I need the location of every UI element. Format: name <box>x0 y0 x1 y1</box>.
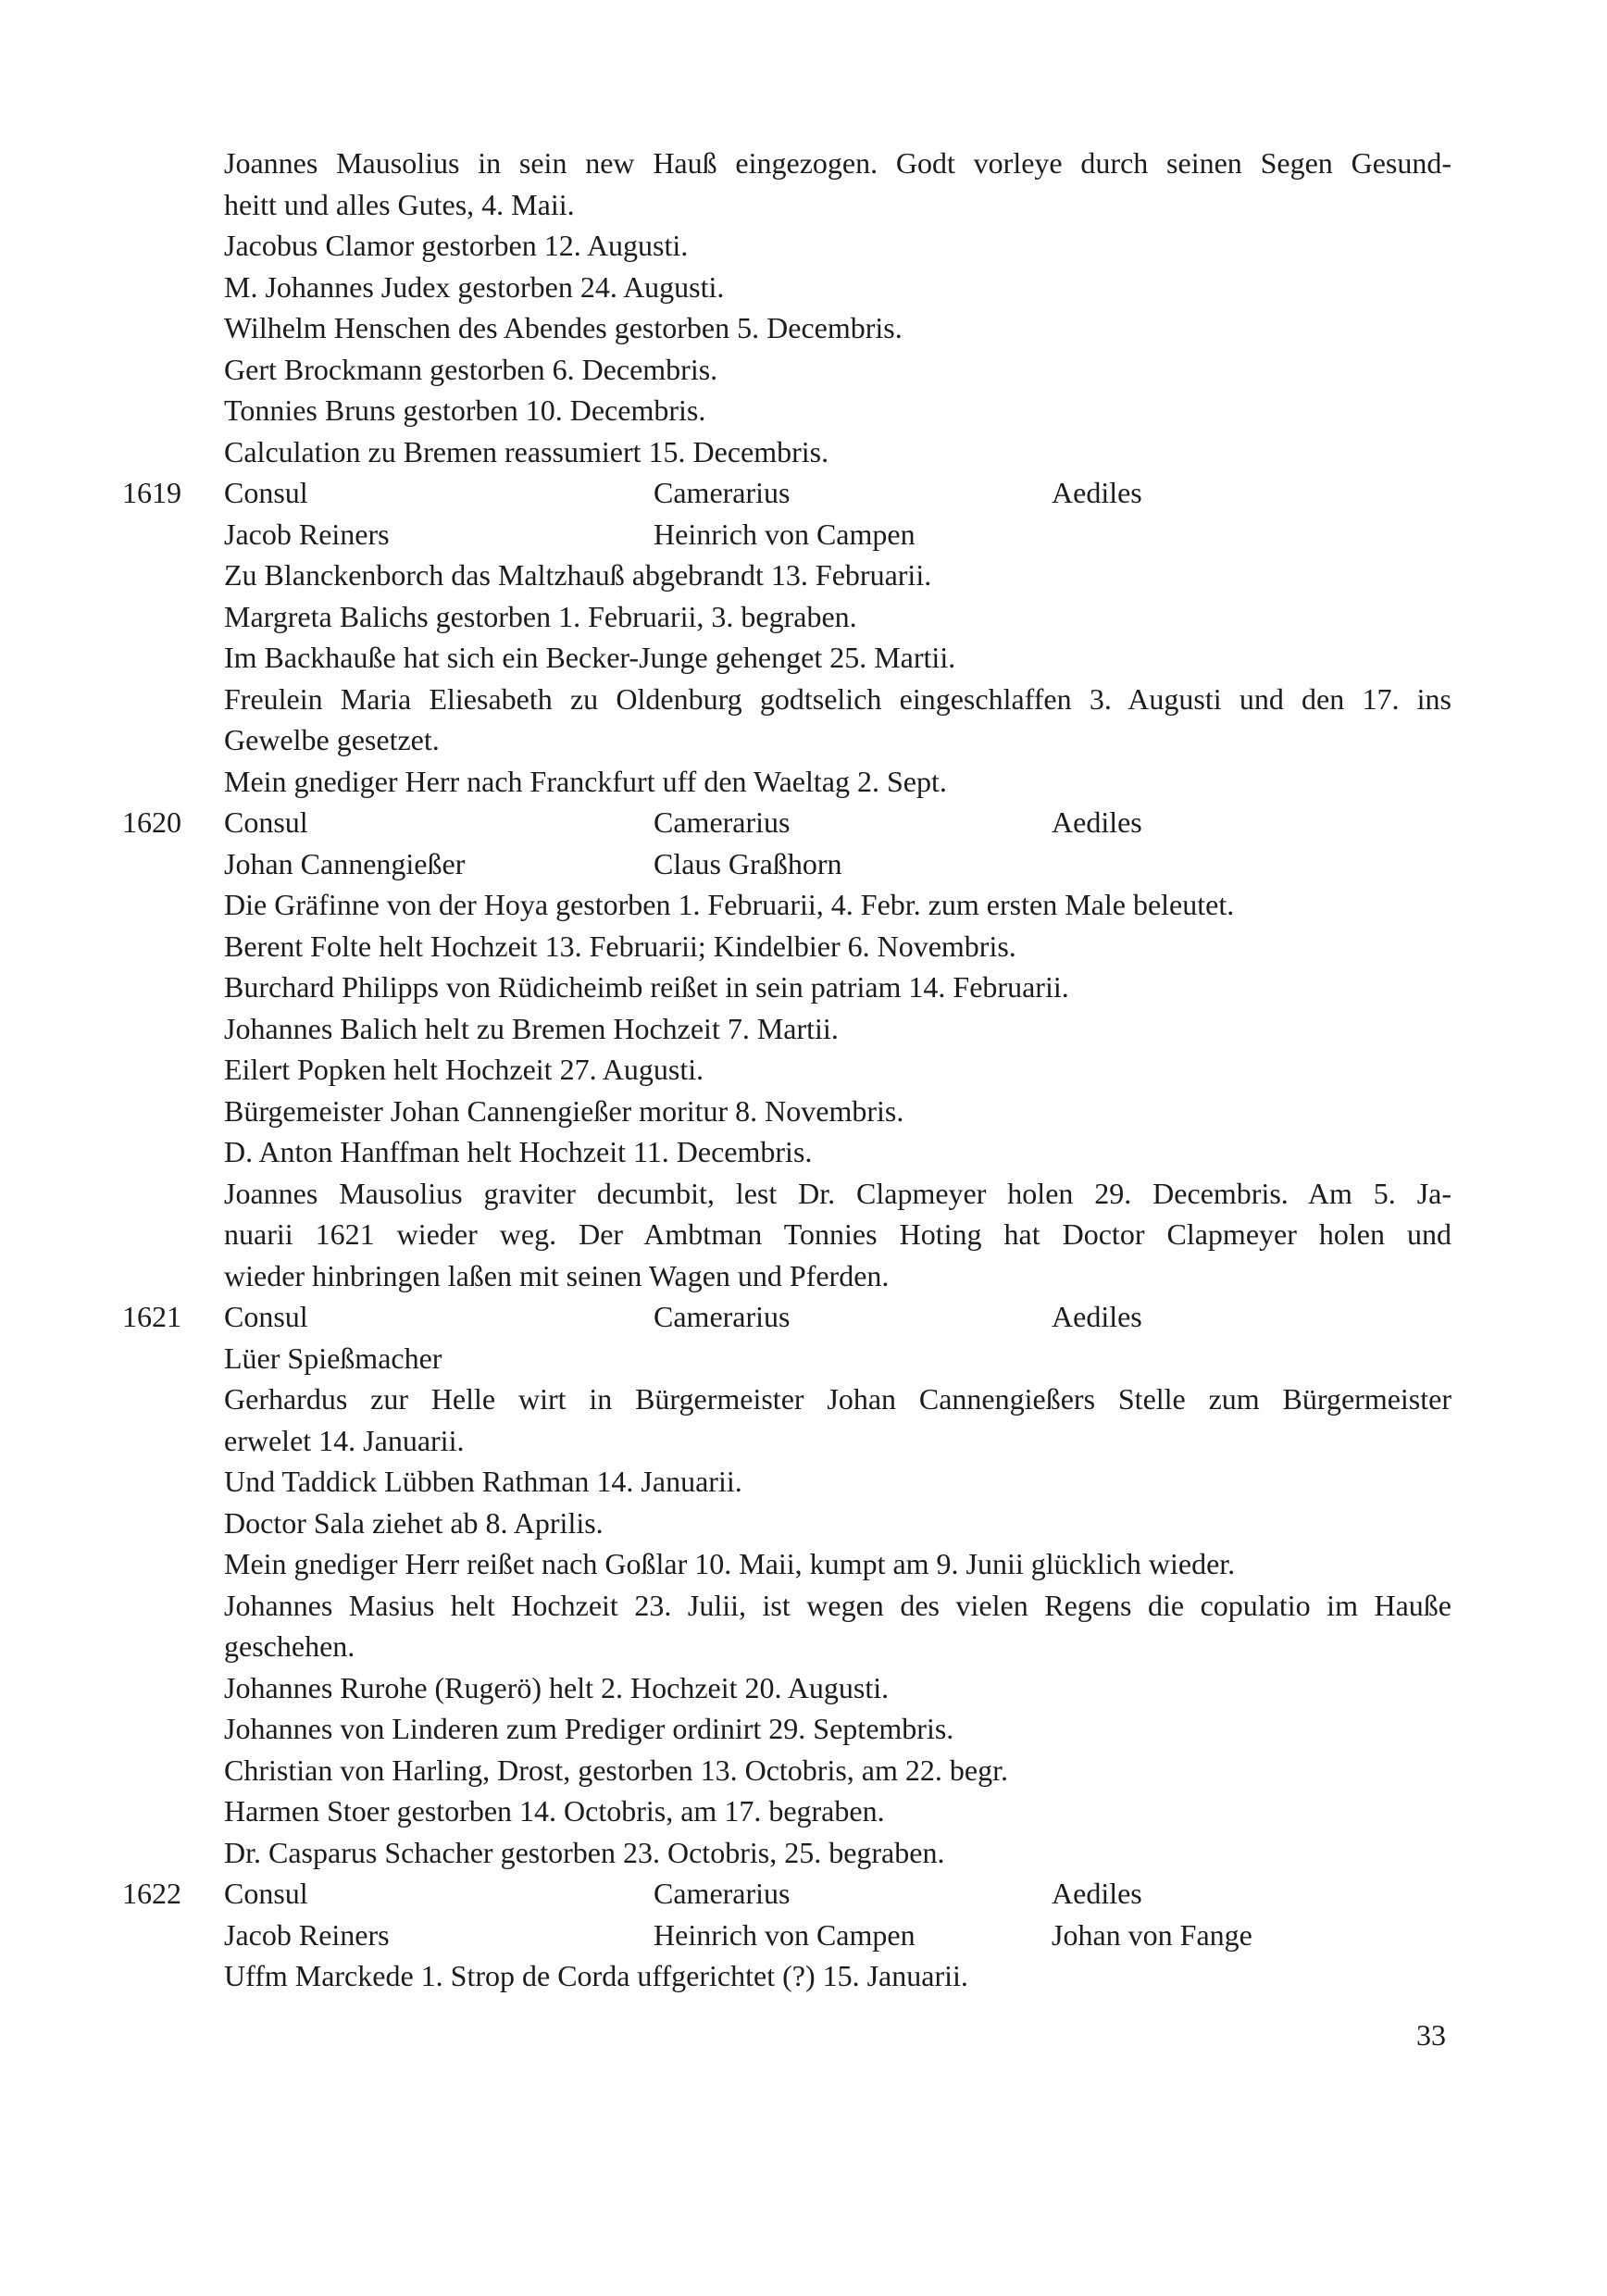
entry-text: Gerhardus zur Helle wirt in Bürgermeister Johan Cannengießers Stelle zum Bürgermeister <box>224 1382 1451 1416</box>
chronicle-line <box>0 225 1607 267</box>
entry-text: Gewelbe gesetzet. <box>224 723 440 756</box>
aediles-cell: Johan von Fange <box>1052 1917 1252 1952</box>
entry-text: Burchard Philipps von Rüdicheimb reißet in sein patriam 14. Februarii. <box>224 970 1069 1004</box>
entry-text: heitt und alles Gutes, 4. Maii. <box>224 187 575 221</box>
chronicle-line <box>0 1667 1607 1709</box>
aediles-cell: Aediles <box>1052 476 1142 509</box>
entry-text: D. Anton Hanffman helt Hochzeit 11. Decembris. <box>224 1135 813 1168</box>
camerarius-cell: Heinrich von Campen <box>654 517 916 551</box>
entry-text: Uffm Marckede 1. Strop de Corda uffgerichtet (?) 15. Januarii. <box>224 1959 968 1992</box>
camerarius-cell: Camerarius <box>654 1877 791 1910</box>
entry-text: Johannes Masius helt Hochzeit 23. Julii, ist wegen des vielen Regens die copulatio im Hauße <box>224 1588 1451 1622</box>
roster-row <box>0 843 1607 885</box>
chronicle-line <box>0 1173 1607 1215</box>
roster-row <box>0 514 1607 555</box>
consul-cell: Consul <box>224 805 308 839</box>
chronicle-line <box>0 1626 1607 1667</box>
roster-row <box>0 1296 1607 1338</box>
chronicle-line <box>0 1049 1607 1091</box>
chronicle-line <box>0 596 1607 638</box>
chronicle-line <box>0 1131 1607 1173</box>
camerarius-cell: Claus Graßhorn <box>654 846 842 880</box>
consul-cell: Consul <box>224 1877 308 1910</box>
chronicle-text <box>0 143 1607 1997</box>
chronicle-line <box>0 1543 1607 1585</box>
chronicle-line <box>0 143 1607 184</box>
aediles-cell: Aediles <box>1052 1877 1142 1910</box>
chronicle-line <box>0 307 1607 349</box>
chronicle-line <box>0 1832 1607 1874</box>
camerarius-cell: Camerarius <box>654 805 791 839</box>
chronicle-line <box>0 390 1607 431</box>
chronicle-line <box>0 967 1607 1008</box>
entry-text: M. Johannes Judex gestorben 24. Augusti. <box>224 269 725 304</box>
camerarius-cell: Heinrich von Campen <box>654 1917 916 1952</box>
year-label: 1621 <box>122 1300 181 1333</box>
entry-text: Margreta Balichs gestorben 1. Februarii, 3. begraben. <box>224 599 857 633</box>
roster-row <box>0 1873 1607 1915</box>
chronicle-line <box>0 637 1607 679</box>
chronicle-line <box>0 761 1607 803</box>
entry-text: Calculation zu Bremen reassumiert 15. Decembris. <box>224 434 829 468</box>
aediles-cell: Aediles <box>1052 805 1142 839</box>
entry-text: Wilhelm Henschen des Abendes gestorben 5. Decembris. <box>224 311 903 344</box>
chronicle-line <box>0 1503 1607 1544</box>
chronicle-line <box>0 926 1607 967</box>
chronicle-line <box>0 1214 1607 1255</box>
chronicle-line <box>0 555 1607 596</box>
chronicle-line <box>0 719 1607 761</box>
entry-text: Jacobus Clamor gestorben 12. Augusti. <box>224 229 689 262</box>
camerarius-cell: Camerarius <box>654 476 791 509</box>
chronicle-line <box>0 1750 1607 1791</box>
chronicle-line <box>0 1585 1607 1627</box>
roster-row <box>0 802 1607 843</box>
year-label: 1619 <box>122 476 181 509</box>
chronicle-line <box>0 431 1607 473</box>
chronicle-line <box>0 1420 1607 1462</box>
entry-text: erwelet 14. Januarii. <box>224 1423 465 1457</box>
roster-row <box>0 472 1607 514</box>
year-label: 1620 <box>122 805 181 839</box>
entry-text: nuarii 1621 wieder weg. Der Ambtman Tonnies Hoting hat Doctor Clapmeyer holen und <box>224 1217 1451 1251</box>
entry-text: Im Backhauße hat sich ein Becker-Junge gehenget 25. Martii. <box>224 641 956 674</box>
consul-cell: Lüer Spießmacher <box>224 1341 442 1375</box>
entry-text: Johannes von Linderen zum Prediger ordinirt 29. Septembris. <box>224 1712 954 1745</box>
entry-text: Tonnies Bruns gestorben 10. Decembris. <box>224 393 706 427</box>
entry-text: Mein gnediger Herr reißet nach Goßlar 10. Maii, kumpt am 9. Junii glücklich wieder. <box>224 1547 1236 1580</box>
entry-text: geschehen. <box>224 1629 355 1663</box>
entry-text: Eilert Popken helt Hochzeit 27. Augusti. <box>224 1053 704 1086</box>
roster-row <box>0 1915 1607 1956</box>
chronicle-line <box>0 1379 1607 1420</box>
chronicle-line <box>0 884 1607 926</box>
entry-text: Harmen Stoer gestorben 14. Octobris, am 17. begraben. <box>224 1794 885 1828</box>
entry-text: Berent Folte helt Hochzeit 13. Februarii; Kindelbier 6. Novembris. <box>224 929 1016 963</box>
entry-text: Doctor Sala ziehet ab 8. Aprilis. <box>224 1505 604 1540</box>
camerarius-cell: Camerarius <box>654 1300 791 1333</box>
entry-text: Mein gnediger Herr nach Franckfurt uff den Waeltag 2. Sept. <box>224 764 947 798</box>
chronicle-line <box>0 1255 1607 1297</box>
entry-text: Freulein Maria Eliesabeth zu Oldenburg godtselich eingeschlaffen 3. Augusti und den 17. ins <box>224 681 1451 716</box>
entry-text: Dr. Casparus Schacher gestorben 23. Octobris, 25. begraben. <box>224 1835 945 1869</box>
chronicle-line <box>0 1008 1607 1050</box>
chronicle-line <box>0 349 1607 391</box>
consul-cell: Johan Cannengießer <box>224 846 466 880</box>
chronicle-line <box>0 184 1607 226</box>
entry-text: Bürgemeister Johan Cannengießer moritur 8. Novembris. <box>224 1093 904 1128</box>
entry-text: Johannes Balich helt zu Bremen Hochzeit 7. Martii. <box>224 1011 839 1045</box>
consul-cell: Consul <box>224 476 308 509</box>
year-label: 1622 <box>122 1877 181 1910</box>
entry-text: Und Taddick Lübben Rathman 14. Januarii. <box>224 1465 742 1498</box>
chronicle-line <box>0 1791 1607 1832</box>
entry-text: Die Gräfinne von der Hoya gestorben 1. Februarii, 4. Febr. zum ersten Male beleutet. <box>224 888 1235 921</box>
chronicle-line <box>0 1461 1607 1503</box>
chronicle-line <box>0 267 1607 308</box>
consul-cell: Jacob Reiners <box>224 517 390 551</box>
chronicle-line <box>0 1708 1607 1750</box>
entry-text: Joannes Mausolius in sein new Hauß eingezogen. Godt vorleye durch seinen Segen Gesund- <box>224 146 1451 180</box>
consul-cell: Consul <box>224 1300 308 1333</box>
entry-text: Joannes Mausolius graviter decumbit, lest Dr. Clapmeyer holen 29. Decembris. Am 5. Ja- <box>224 1176 1451 1210</box>
consul-cell: Jacob Reiners <box>224 1917 390 1952</box>
entry-text: wieder hinbringen laßen mit seinen Wagen und Pferden. <box>224 1258 890 1292</box>
chronicle-line <box>0 1955 1607 1997</box>
page-number: 33 <box>1416 2018 1446 2052</box>
entry-text: Zu Blanckenborch das Maltzhauß abgebrandt 13. Februarii. <box>224 558 932 592</box>
aediles-cell: Aediles <box>1052 1300 1142 1333</box>
chronicle-line <box>0 1091 1607 1132</box>
entry-text: Johannes Rurohe (Rugerö) helt 2. Hochzeit 20. Augusti. <box>224 1670 890 1704</box>
roster-row <box>0 1338 1607 1379</box>
chronicle-line <box>0 679 1607 720</box>
entry-text: Gert Brockmann gestorben 6. Decembris. <box>224 352 718 386</box>
entry-text: Christian von Harling, Drost, gestorben 13. Octobris, am 22. begr. <box>224 1753 1008 1787</box>
